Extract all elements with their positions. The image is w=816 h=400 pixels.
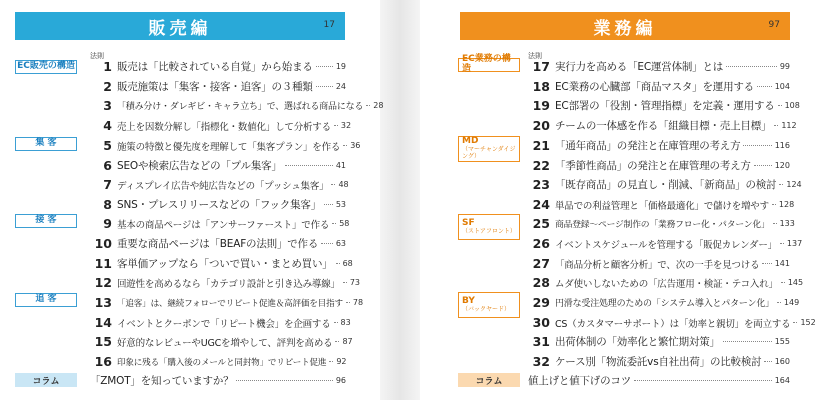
entry-number: 28 [532,275,550,290]
entry-page: 68 [342,259,353,268]
entry-title: 基本の商品ページは「アンサーファースト」で作る [117,219,330,231]
leader-dots [764,361,771,362]
entry-page: 152 [800,318,816,327]
entry-title: 「積み分け・ダレギビ・キャラ立ち」で、選ばれる商品になる [117,102,364,112]
entry-page: 133 [779,219,795,228]
entry-title: 「季節性商品」の発注と在庫管理の考え方 [555,160,751,172]
right-column-entry[interactable] [528,372,790,388]
section-sublabel: （マーチャンダイジング） [462,146,516,160]
entry-title: 「通年商品」の発注と在庫管理の考え方 [555,140,741,152]
left-banner [15,12,345,40]
toc-entry[interactable] [528,58,790,75]
section-label: 追 客 [35,294,57,305]
entry-number: 19 [532,98,550,113]
toc-entry[interactable] [90,97,384,114]
entry-title: 回遊性を高めるなら「カテゴリ設計と引き込み導線」 [117,278,340,290]
toc-entry[interactable] [528,294,800,311]
entry-title: SNS・プレスリリースなどの「フック集客」 [117,199,321,211]
entry-page: 128 [778,200,795,209]
toc-entry[interactable] [528,255,790,272]
toc-entry[interactable] [90,255,353,272]
leader-dots [331,184,335,185]
entry-page: 28 [373,101,384,110]
toc-entry[interactable] [90,137,361,154]
leader-dots [772,204,776,205]
toc-entry[interactable] [90,333,353,350]
right-page [420,0,816,400]
leader-dots [780,243,784,244]
leader-dots [777,302,781,303]
entry-number: 12 [94,275,112,290]
entry-page: 53 [335,200,346,209]
entry-number: 7 [103,177,112,192]
entry-title: 出荷体制の「効率化と繁忙期対策」 [555,336,720,348]
right-banner-title: 業務編 [593,18,657,39]
entry-number: 31 [532,334,550,349]
entry-title: 「商品分析と顧客分析」で、次の一手を見つける [555,259,760,271]
entry-page: 87 [342,337,353,346]
entry-number: 15 [94,334,112,349]
toc-entry[interactable] [90,235,346,252]
toc-entry[interactable] [90,117,352,134]
entry-number: 1 [103,59,112,74]
entry-title: ケース別「物流委託vs自社出荷」の比較検討 [555,356,762,368]
column-page: 164 [774,375,790,385]
entry-page: 19 [335,62,346,71]
entry-number: 20 [532,118,550,133]
entry-page: 108 [784,101,800,110]
toc-entry[interactable] [528,314,816,331]
entry-title: イベントスケジュールを管理する「販促カレンダー」 [555,239,777,251]
entry-title: ムダ使いしないための「広告運用・検証・テコ入れ」 [555,278,778,290]
entry-number: 27 [532,256,550,271]
leader-dots [779,184,783,185]
left-banner-page: 17 [323,20,335,30]
entry-number: 11 [94,256,112,271]
entry-page: 58 [339,219,350,228]
right-banner [460,12,790,40]
leader-dots [778,105,782,106]
left-page [0,0,384,400]
column-title: 「ZMOT」を知っていますか？ [90,374,234,387]
leader-dots [634,380,772,381]
entry-number: 2 [103,79,112,94]
right-section-sf [458,214,520,240]
right-section-ec-structure [458,54,520,74]
leader-dots [316,86,333,87]
entry-title: 売上を因数分解し「指標化・数値化」して分析する [117,121,331,133]
entry-number: 6 [103,158,112,173]
section-label: 接 客 [35,215,57,226]
entry-page: 160 [774,357,790,366]
entry-page: 63 [335,239,346,248]
entry-page: 83 [340,318,351,327]
toc-entry[interactable] [528,78,790,95]
leader-dots [743,145,771,146]
entry-number: 14 [94,315,112,330]
entry-number: 5 [103,138,112,153]
entry-title: 「追客」は、継続フォローでリピート促進＆高評価を目指す [117,298,343,309]
entry-title: 重要な商品ページは「BEAFの法則」で作る [117,238,319,250]
entry-number: 4 [103,118,112,133]
entry-page: 24 [335,82,346,91]
leader-dots [329,361,333,362]
entry-title: ディスプレイ広告や純広告などの「プッシュ集客」 [117,180,329,192]
left-column-entry[interactable] [90,372,346,388]
toc-entry[interactable] [528,117,797,134]
left-section-shukyaku [15,137,77,151]
entry-number: 21 [532,138,550,153]
entry-title: 販売施策は「集客・接客・追客」の３種類 [117,81,313,93]
toc-entry[interactable] [528,157,790,174]
leader-dots [366,105,370,106]
section-label: EC業務の構造 [462,54,511,74]
leader-dots [336,263,340,264]
section-label: EC販売の構造 [17,61,75,72]
section-label: BY [462,295,475,306]
leader-dots [774,125,778,126]
leader-dots [343,282,347,283]
entry-page: 149 [783,298,800,307]
leader-dots [332,223,336,224]
entry-number: 13 [94,295,112,310]
entry-title: 印象に残る「購入後のメールと同封物」でリピート促進 [117,357,327,368]
leader-dots [757,86,772,87]
entry-title: 実行力を高める「EC運営体制」とは [555,61,724,73]
entry-page: 112 [781,121,797,130]
entry-number: 23 [532,177,550,192]
leader-dots [762,263,771,264]
toc-entry[interactable] [90,196,346,213]
right-column-label: コラム [458,373,520,387]
toc-entry[interactable] [90,314,351,331]
section-label: 集 客 [35,138,57,149]
leader-dots [781,282,785,283]
right-section-by [458,292,520,318]
leader-dots [236,380,332,381]
entry-number: 17 [532,59,550,74]
section-label: SF [462,217,475,228]
entry-title: 販売は「比較されている自覚」から始まる [117,61,313,73]
entry-page: 92 [336,357,347,366]
leader-dots [726,66,777,67]
column-page: 96 [335,375,346,385]
leader-dots [316,66,333,67]
left-section-ec-structure [15,60,77,74]
entry-number: 16 [94,354,112,369]
entry-title: 客単価アップなら「ついで買い・まとめ買い」 [117,258,333,270]
entry-number: 30 [532,315,550,330]
entry-page: 155 [774,337,790,346]
entry-number: 29 [532,295,550,310]
left-section-tsuikyaku [15,293,77,307]
book-gutter [380,0,420,400]
entry-number: 8 [103,197,112,212]
entry-title: 円滑な受注処理のための「システム導入とパターン化」 [555,299,774,309]
leader-dots [321,243,333,244]
entry-title: 単品での利益管理と「価格最適化」で儲けを増やす [555,200,769,212]
entry-number: 18 [532,79,550,94]
toc-entry[interactable] [90,176,349,193]
entry-number: 10 [94,236,112,251]
entry-title: EC部署の「役割・管理指標」を定義・運用する [555,100,775,112]
leader-dots [335,341,339,342]
entry-title: チームの一体感を作る「組織目標・売上目標」 [555,120,772,132]
entry-number: 32 [532,354,550,369]
entry-number: 25 [532,216,550,231]
leader-dots [343,145,347,146]
entry-page: 137 [786,239,803,248]
toc-entry[interactable] [90,78,346,95]
toc-entry[interactable] [528,353,790,370]
entry-number: 24 [532,197,550,212]
leader-dots [334,125,338,126]
leader-dots [346,302,350,303]
entry-title: 「既存商品」の見直し・削減、「新商品」の検討 [555,179,777,191]
leader-dots [723,341,772,342]
toc-entry[interactable] [90,58,346,75]
toc-entry[interactable] [528,235,803,252]
entry-page: 141 [774,259,790,268]
leader-dots [754,165,772,166]
toc-entry[interactable] [90,215,350,232]
left-hoki-label: 法則 [90,52,104,60]
entry-page: 145 [787,278,804,287]
leader-dots [285,165,333,166]
entry-page: 36 [350,141,361,150]
entry-page: 104 [774,82,790,91]
entry-page: 73 [349,278,361,287]
toc-entry[interactable] [90,353,346,370]
leader-dots [324,204,333,205]
entry-page: 116 [774,141,790,150]
entry-number: 26 [532,236,550,251]
entry-page: 120 [774,161,790,170]
column-title: 値上げと値下げのコツ [528,374,631,387]
entry-page: 32 [340,121,352,130]
toc-entry[interactable] [90,294,364,311]
toc-entry[interactable] [528,215,795,232]
entry-title: 施策の特徴と優先度を理解して「集客プラン」を作る [117,141,341,153]
entry-page: 41 [335,161,346,170]
left-banner-title: 販売編 [148,18,212,39]
toc-entry[interactable] [528,333,790,350]
right-hoki-label: 法則 [528,52,542,60]
toc-entry[interactable] [528,196,795,213]
leader-dots [793,322,797,323]
section-sublabel: （バックヤード） [462,305,511,313]
entry-number: 22 [532,158,550,173]
entry-page: 78 [352,298,364,307]
entry-title: SEOや検索広告などの「プル集客」 [117,160,282,172]
toc-entry[interactable] [90,157,346,174]
entry-page: 99 [779,62,790,71]
entry-number: 3 [103,98,112,113]
left-section-sekkyaku [15,214,77,228]
entry-page: 124 [786,180,802,189]
section-label: MD [462,136,479,147]
section-sublabel: （ストアフロント） [462,227,516,235]
left-column-label: コラム [15,373,77,387]
right-banner-page: 97 [768,20,780,30]
entry-title: EC業務の心臓部「商品マスタ」を運用する [555,81,754,93]
entry-title: 商品登録〜ページ制作の「業務フロー化・パターン化」 [555,220,770,230]
toc-entry[interactable] [528,176,802,193]
entry-title: CS（カスタマーサポート）は「効率と親切」を両立する [555,318,791,330]
toc-entry[interactable] [528,97,800,114]
entry-page: 48 [338,180,349,189]
leader-dots [334,322,338,323]
toc-entry[interactable] [528,274,804,291]
entry-title: 好意的なレビューやUGCを増やして、評判を高める [117,337,333,349]
entry-title: イベントとクーポンで「リピート機会」を企画する [117,318,331,330]
right-section-md [458,136,520,162]
toc-entry[interactable] [528,137,790,154]
toc-entry[interactable] [90,274,361,291]
leader-dots [773,223,777,224]
entry-number: 9 [103,216,112,231]
